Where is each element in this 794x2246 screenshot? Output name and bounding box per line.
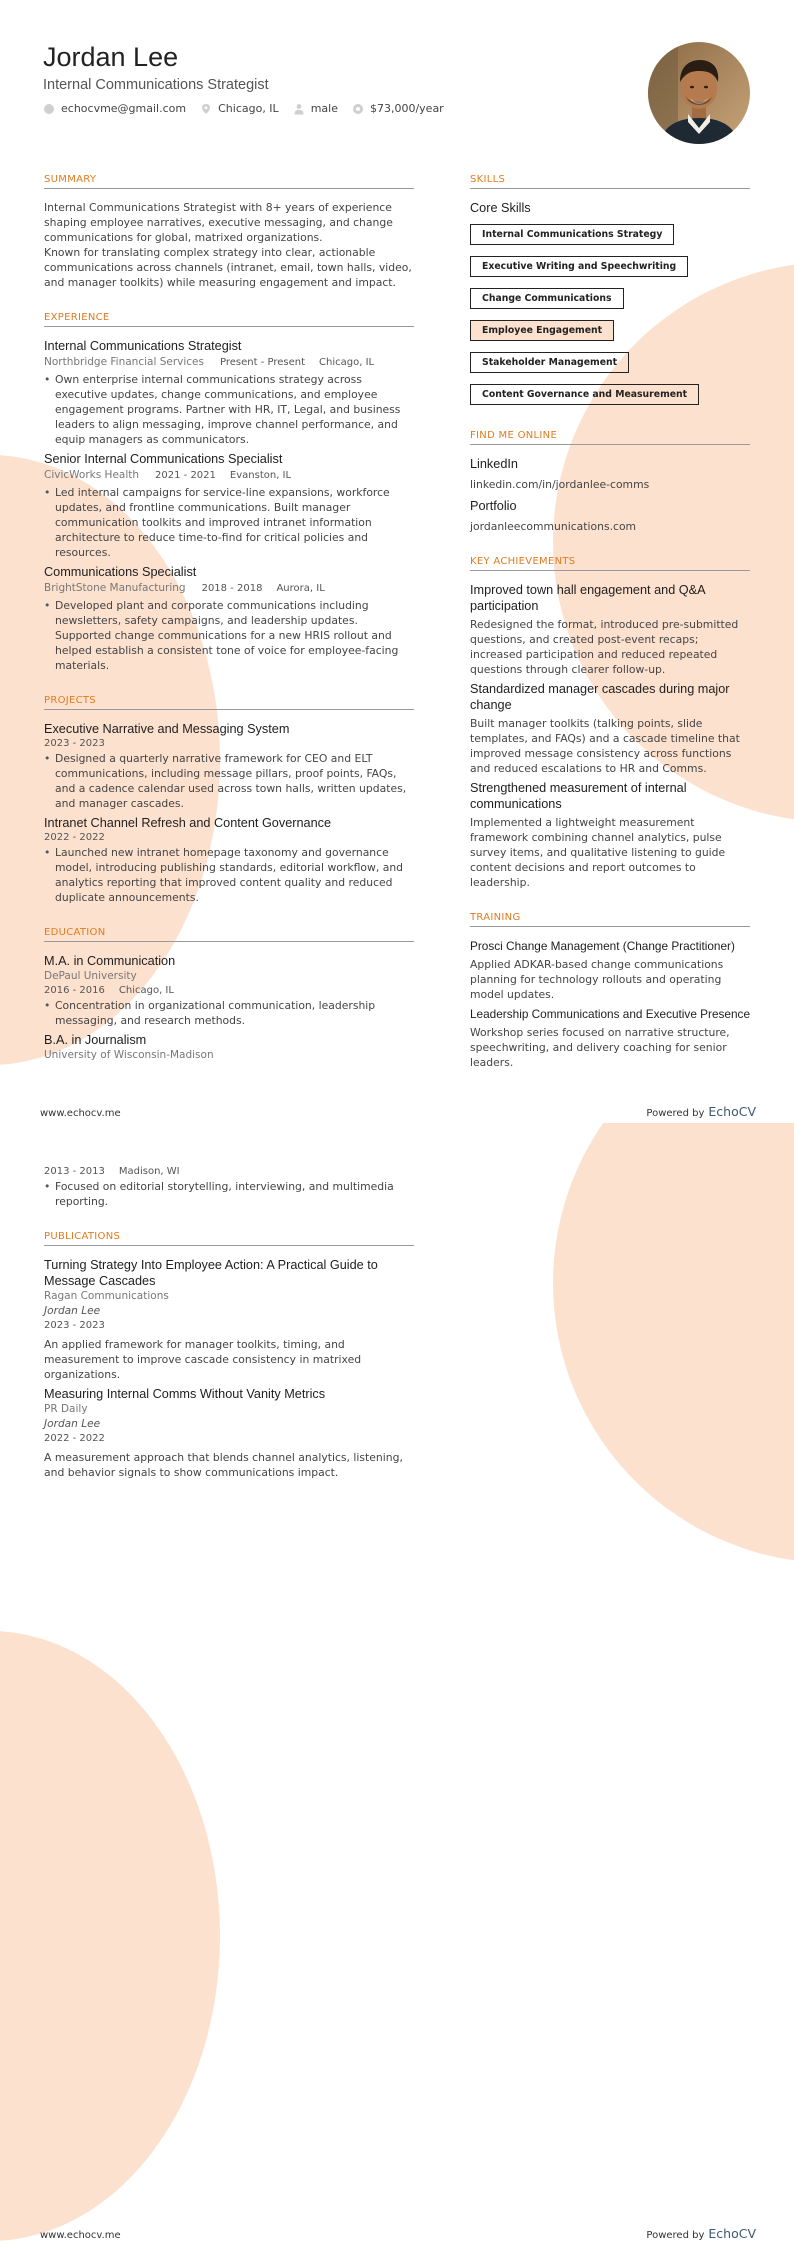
footer-powered — [646, 2226, 756, 2241]
education-degree: B.A. in Journalism — [44, 1033, 147, 1047]
project-bullet: • Designed a quarterly narrative framework for CEO and ELT communications, including message pillars, proof points, FAQs, and a cadence calendar used across town halls, written updates, and manager cascades. — [44, 751, 414, 811]
candidate-name: Jordan Lee — [43, 42, 179, 72]
money-icon — [352, 103, 364, 115]
skill-pill: Internal Communications Strategy — [470, 224, 674, 245]
education-location: Madison, WI — [118, 1166, 180, 1177]
publication-publisher: Ragan Communications — [44, 1290, 169, 1302]
experience-location: Chicago, IL — [319, 357, 375, 368]
achievement-item — [470, 582, 750, 677]
education-degree: M.A. in Communication — [44, 954, 176, 968]
online-label: LinkedIn — [470, 457, 518, 471]
experience-dates: 2018 - 2018 — [201, 583, 263, 594]
decorative-circle — [553, 1123, 794, 1563]
location-text: Chicago, IL — [218, 102, 279, 115]
gender-text: male — [310, 102, 338, 115]
avatar-portrait — [648, 42, 750, 144]
project-title: Executive Narrative and Messaging System — [44, 722, 290, 736]
online-heading: FIND ME ONLINE — [470, 430, 750, 445]
summary-paragraph: Internal Communications Strategist with 8+ years of experience shaping employee narratives, executive messaging, and change communications for global, matrixed organizations. — [44, 201, 393, 244]
contact-gender — [293, 102, 338, 115]
skills-group-title: Core Skills — [470, 201, 531, 215]
decorative-circle — [0, 1631, 220, 2241]
project-title: Intranet Channel Refresh and Content Governance — [44, 816, 332, 830]
education-dates: 2016 - 2016 — [44, 985, 105, 996]
brand-logo: EchoCV — [708, 1104, 756, 1119]
contact-email[interactable] — [43, 102, 186, 115]
education-location: Chicago, IL — [118, 985, 174, 996]
skill-pill: Content Governance and Measurement — [470, 384, 699, 405]
education-item-continued — [44, 1165, 414, 1209]
project-dates: 2023 - 2023 — [44, 738, 105, 749]
experience-role: Internal Communications Strategist — [44, 339, 242, 353]
experience-bullet: • Own enterprise internal communications strategy across executive updates, change communications, and employee engagement programs. Partner with HR, IT, Legal, and business leaders to align messaging, improve channel performance, and equip managers as communicators. — [44, 372, 414, 447]
project-dates: 2022 - 2022 — [44, 832, 105, 843]
footer-website[interactable]: www.echocv.me — [40, 2230, 121, 2241]
page-footer — [40, 1104, 756, 1119]
experience-role: Communications Specialist — [44, 565, 197, 579]
summary-paragraph: Known for translating complex strategy into clear, actionable communications across channels (intranet, email, town halls, video, and manager toolkits) while measuring engagement and impact. — [44, 246, 412, 289]
experience-bullet: • Developed plant and corporate communications including newsletters, safety campaigns, and leadership updates. Supported change communications for a new HRIS rollout and helped establish a consistent tone of voice for employee-facing materials. — [44, 598, 414, 673]
achievement-description: Implemented a lightweight measurement framework combining channel analytics, pulse survey items, and qualitative listening to guide content decisions and report outcomes to leadership. — [470, 816, 726, 889]
experience-dates: Present - Present — [220, 357, 306, 368]
experience-dates: 2021 - 2021 — [155, 470, 216, 481]
training-description: Workshop series focused on narrative structure, speechwriting, and delivery coaching for senior leaders. — [470, 1026, 730, 1069]
email-text: echocvme@gmail.com — [61, 102, 187, 115]
achievement-description: Redesigned the format, introduced pre-submitted questions, and created post-event recaps; increased participation and reduced repeated questions through clearer follow-up. — [470, 618, 739, 676]
experience-heading: EXPERIENCE — [44, 312, 414, 327]
person-icon — [293, 103, 305, 115]
publication-dates: 2023 - 2023 — [44, 1320, 105, 1331]
achievement-item — [470, 780, 750, 890]
footer-powered — [646, 1104, 756, 1119]
skill-pill: Change Communications — [470, 288, 624, 309]
experience-item — [44, 564, 414, 673]
training-heading: TRAINING — [470, 912, 750, 927]
education-school: DePaul University — [44, 970, 137, 982]
skill-pill: Stakeholder Management — [470, 352, 629, 373]
publication-author: Jordan Lee — [44, 1418, 101, 1430]
right-column — [470, 174, 750, 1070]
experience-company: CivicWorks Health — [44, 469, 140, 481]
contact-location — [200, 102, 279, 115]
skill-pill: Executive Writing and Speechwriting — [470, 256, 688, 277]
training-item — [470, 938, 750, 1002]
linkedin-link[interactable]: linkedin.com/in/jordanlee-comms — [470, 478, 650, 491]
summary-heading: SUMMARY — [44, 174, 414, 189]
online-label: Portfolio — [470, 499, 517, 513]
education-school: University of Wisconsin-Madison — [44, 1049, 214, 1061]
publication-publisher: PR Daily — [44, 1403, 88, 1415]
training-title: Prosci Change Management (Change Practitioner) — [470, 939, 735, 953]
publication-title: Turning Strategy Into Employee Action: A Practical Guide to Message Cascades — [44, 1258, 378, 1288]
powered-by-text: Powered by — [646, 1108, 705, 1119]
portfolio-link[interactable]: jordanleecommunications.com — [470, 520, 637, 533]
achievements-heading: KEY ACHIEVEMENTS — [470, 556, 750, 571]
experience-company: Northbridge Financial Services — [44, 356, 204, 368]
skills-list — [470, 222, 750, 414]
left-column-continued — [44, 1165, 414, 1480]
achievement-item — [470, 681, 750, 776]
education-dates: 2013 - 2013 — [44, 1166, 105, 1177]
publication-author: Jordan Lee — [44, 1305, 101, 1317]
education-bullet: • Concentration in organizational communication, leadership messaging, and research methods. — [44, 998, 414, 1028]
education-heading: EDUCATION — [44, 927, 414, 942]
page-footer — [40, 2226, 756, 2241]
location-pin-icon — [200, 103, 212, 115]
publication-description: An applied framework for manager toolkits, timing, and measurement to improve cascade consistency in matrixed organizations. — [44, 1338, 362, 1381]
avatar — [648, 42, 750, 144]
achievement-title: Strengthened measurement of internal communications — [470, 781, 687, 811]
experience-item — [44, 451, 414, 560]
projects-heading: PROJECTS — [44, 695, 414, 710]
achievement-title: Standardized manager cascades during major change — [470, 682, 730, 712]
publication-title: Measuring Internal Comms Without Vanity Metrics — [44, 1387, 326, 1401]
experience-bullet: • Led internal campaigns for service-line expansions, workforce updates, and frontline communications. Built manager communication toolkits and improved intranet information architecture to reduce time-to-find for critical policies and resources. — [44, 485, 414, 560]
project-item — [44, 721, 414, 811]
project-bullet: • Launched new intranet homepage taxonomy and governance model, introducing publishing standards, editorial workflow, and analytics reporting that improved content quality and reduced duplicate announcements. — [44, 845, 414, 905]
footer-website[interactable]: www.echocv.me — [40, 1108, 121, 1119]
education-bullet: • Focused on editorial storytelling, interviewing, and multimedia reporting. — [44, 1179, 414, 1209]
achievement-description: Built manager toolkits (talking points, slide templates, and FAQs) and a cascade timeline that improved message consistency across functions and reduced escalations to HR and Comms. — [470, 717, 740, 775]
contact-salary — [352, 102, 444, 115]
salary-text: $73,000/year — [369, 102, 444, 115]
experience-role: Senior Internal Communications Specialist — [44, 452, 283, 466]
skills-heading: SKILLS — [470, 174, 750, 189]
brand-logo: EchoCV — [708, 2226, 756, 2241]
experience-item — [44, 338, 414, 447]
training-description: Applied ADKAR-based change communications planning for technology rollouts and operating model updates. — [470, 958, 724, 1001]
publication-item — [44, 1386, 414, 1480]
experience-company: BrightStone Manufacturing — [44, 582, 186, 594]
project-item — [44, 815, 414, 905]
training-item — [470, 1006, 750, 1070]
education-item — [44, 953, 414, 1028]
email-icon — [43, 103, 55, 115]
experience-location: Evanston, IL — [229, 470, 292, 481]
left-column — [44, 174, 414, 1063]
powered-by-text: Powered by — [646, 2230, 705, 2241]
publication-dates: 2022 - 2022 — [44, 1433, 105, 1444]
contact-row — [43, 102, 458, 115]
experience-location: Aurora, IL — [276, 583, 325, 594]
education-item — [44, 1032, 414, 1063]
resume-page-2 — [0, 1123, 794, 2246]
publication-description: A measurement approach that blends channel analytics, listening, and behavior signals to show communications impact. — [44, 1451, 403, 1479]
candidate-title: Internal Communications Strategist — [43, 77, 269, 93]
skill-pill: Employee Engagement — [470, 320, 614, 341]
training-title: Leadership Communications and Executive Presence — [470, 1007, 751, 1021]
publication-item — [44, 1257, 414, 1382]
publications-heading: PUBLICATIONS — [44, 1231, 414, 1246]
achievement-title: Improved town hall engagement and Q&A participation — [470, 583, 705, 613]
